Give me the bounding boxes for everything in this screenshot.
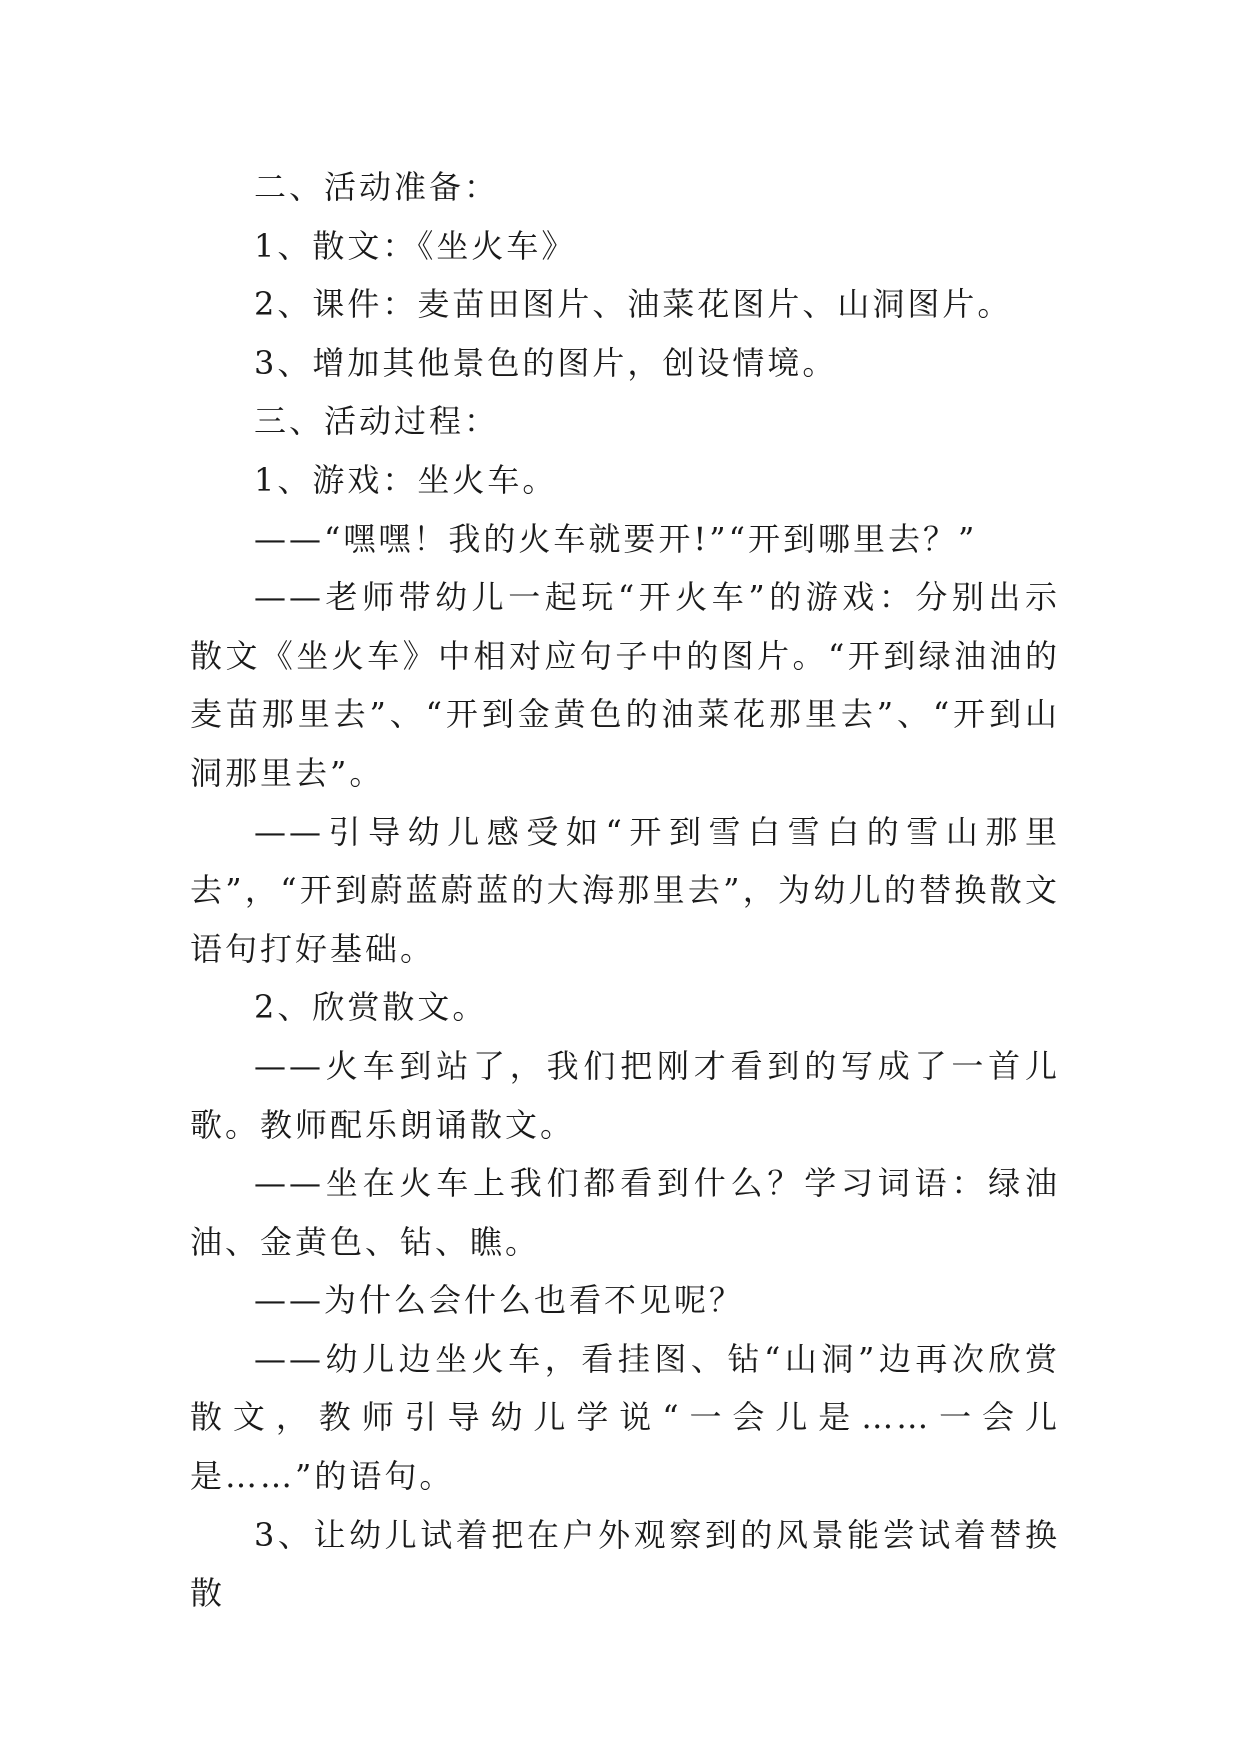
section-heading-process: 三、活动过程： <box>254 402 500 441</box>
paragraph-dialogue-2: ——老师带幼儿一起玩“开火车”的游戏：分别出示散文《坐火车》中相对应句子中的图片。“开到绿油油的麦苗那里去”、“开到金黄色的油菜花那里去”、“开到山洞那里去”。 <box>190 578 1060 792</box>
paragraph-dialogue-5: ——坐在火车上我们都看到什么？学习词语：绿油油、金黄色、钻、瞧。 <box>190 1164 1060 1261</box>
paragraph-process-step-2: 2、欣赏散文。 <box>254 988 488 1027</box>
paragraph-prep-item-3: 3、增加其他景色的图片，创设情境。 <box>254 343 838 382</box>
paragraph-process-step-3: 3、让幼儿试着把在户外观察到的风景能尝试着替换散 <box>190 1515 1060 1613</box>
paragraph-dialogue-4: ——火车到站了，我们把刚才看到的写成了一首儿歌。教师配乐朗诵散文。 <box>190 1046 1060 1144</box>
paragraph-process-step-1: 1、游戏：坐火车。 <box>254 460 558 499</box>
paragraph-prep-item-1: 1、散文：《坐火车》 <box>254 226 577 265</box>
paragraph-dialogue-7: ——幼儿边坐火车，看挂图、钻“山洞”边再次欣赏散文，教师引导幼儿学说“一会儿是……一会儿是……”的语句。 <box>190 1339 1060 1496</box>
document-page <box>190 158 1060 1623</box>
paragraph-dialogue-6: ——为什么会什么也看不见呢？ <box>254 1281 745 1320</box>
section-heading-preparation: 二、活动准备： <box>254 168 500 206</box>
paragraph-dialogue-3: ——引导幼儿感受如“开到雪白雪白的雪山那里去”，“开到蔚蓝蔚蓝的大海那里去”，为幼儿的替换散文语句打好基础。 <box>190 812 1060 968</box>
paragraph-dialogue-1: ——“嘿嘿！我的火车就要开!”“开到哪里去？” <box>254 519 978 558</box>
paragraph-prep-item-2: 2、课件：麦苗田图片、油菜花图片、山洞图片。 <box>254 285 1013 324</box>
